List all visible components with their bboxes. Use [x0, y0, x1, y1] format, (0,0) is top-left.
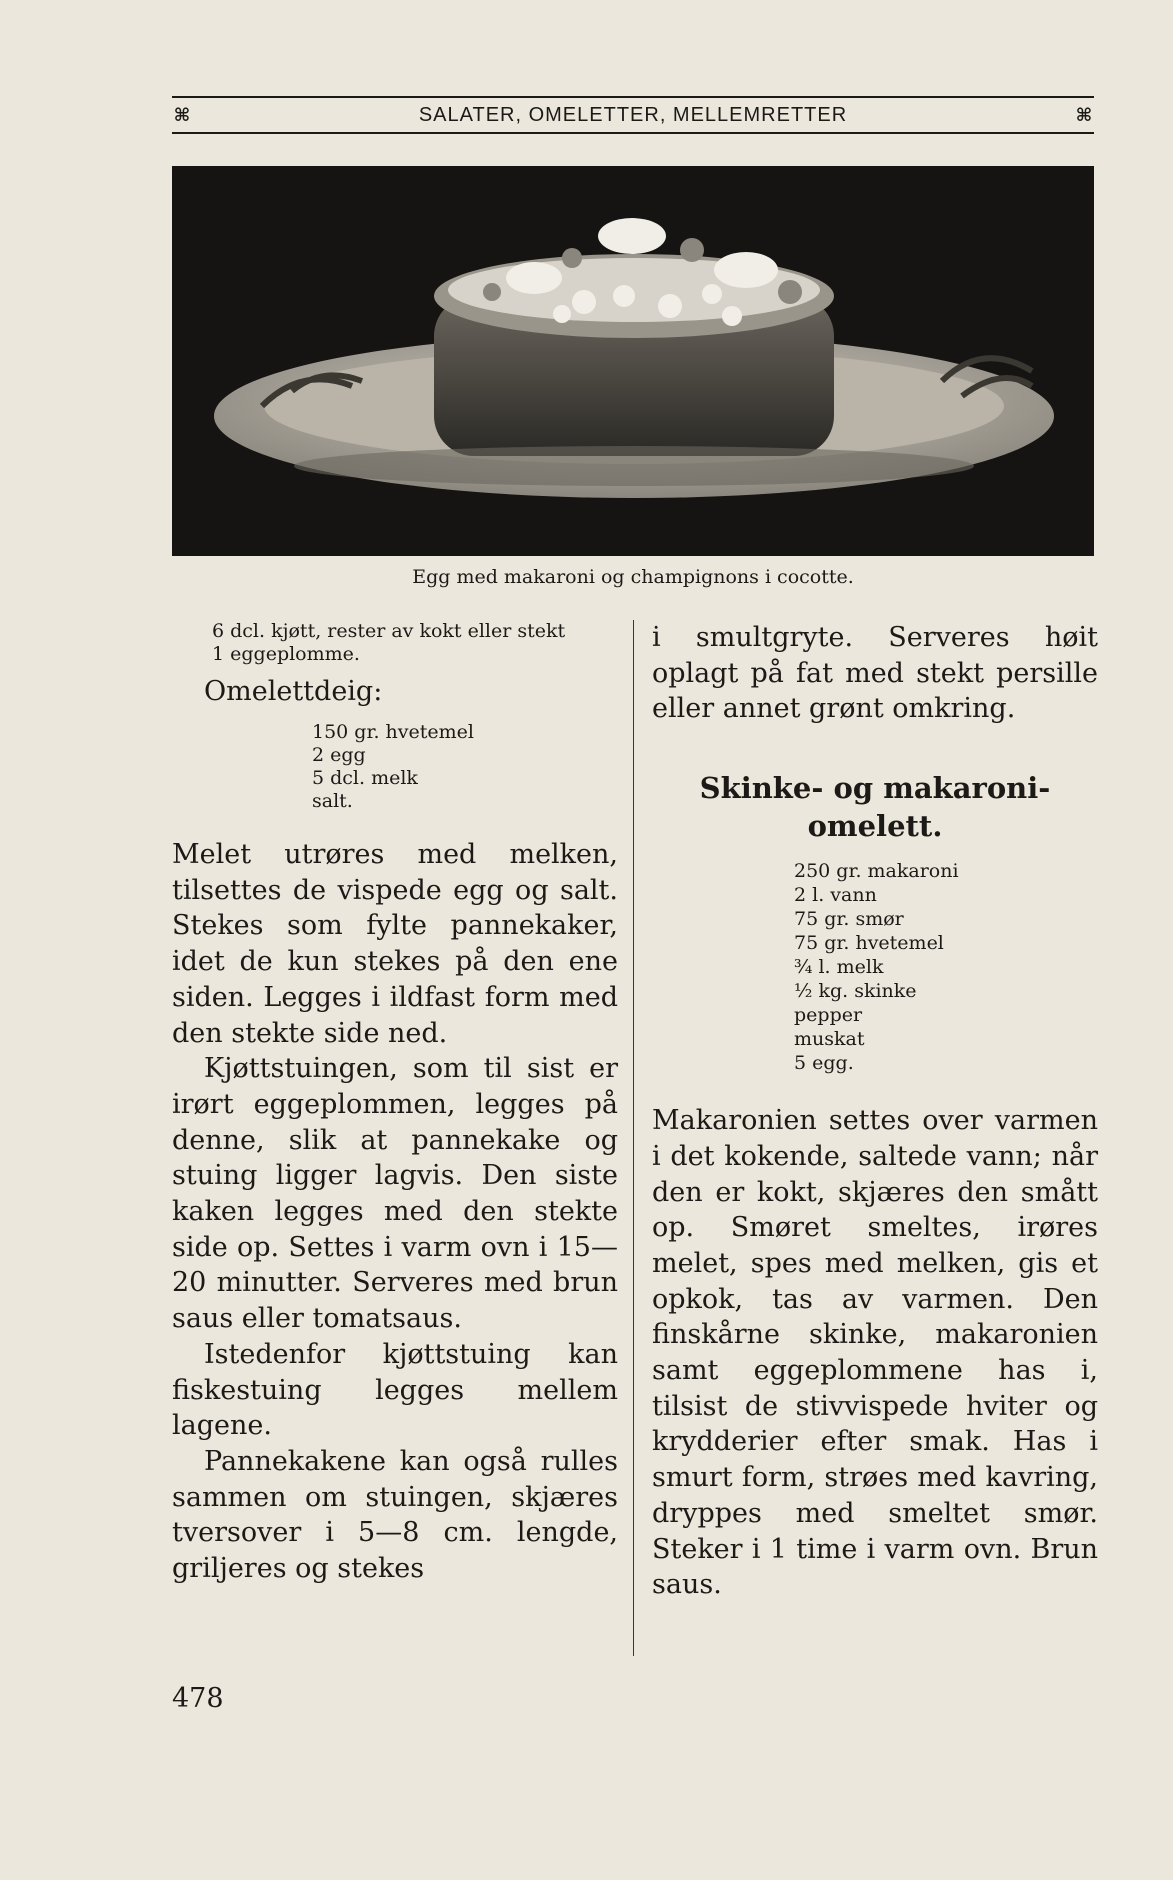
ingredient-line: salt. [312, 790, 353, 812]
dish-photo [172, 166, 1094, 556]
body-paragraph: Kjøttstuingen, som til sist er irørt eggeplommen, legges på denne, slik at pannekake og stuing ligger lagvis. Den siste kaken legges med den stekte side op. Settes i varm ovn i 15—20 minutter. Serveres med brun saus eller tomatsaus. [172, 1053, 618, 1335]
running-header-title: SALATER, OMELETTER, MELLEMRETTER [418, 103, 848, 126]
running-header [172, 96, 1094, 134]
ornament-left-icon: ⌘ [173, 104, 191, 126]
ingredient-line: 5 dcl. melk [312, 767, 418, 789]
ingredient-line: 75 gr. smør [794, 908, 904, 931]
ingredient-line: 5 egg. [794, 1052, 854, 1075]
body-paragraph: Makaronien settes over varmen i det kokende, saltede vann; når den er kokt, skjæres den smått op. Smøret smeltes, irøres melet, spes med melken, gis et opkok, tas av varmen. Den finskårne skinke, makaronien samt eggeplommene has i, tilsist de stivvispede hviter og krydderier efter smak. Has i smurt form, strøes med kavring, dryppes med smeltet smør. Steker i 1 time i varm ovn. Brun saus. [652, 1105, 1098, 1601]
ingredient-line: ½ kg. skinke [794, 980, 917, 1003]
ingredient-list-omelett [652, 859, 1098, 1075]
body-paragraph: Pannekakene kan også rulles sammen om stuingen, skjæres tversover i 5—8 cm. lengde, griljeres og stekes [172, 1445, 618, 1585]
body-paragraph: Melet utrøres med melken, tilsettes de vispede egg og salt. Stekes som fylte pannekaker, idet de kun stekes på den ene siden. Legges i ildfast form med den stekte side ned. [172, 839, 618, 1049]
ingredient-line: 150 gr. hvetemel [312, 721, 474, 743]
body-paragraph: Istedenfor kjøttstuing kan fiskestuing legges mellem lagene. [172, 1338, 618, 1442]
left-column [172, 620, 618, 1587]
ingredient-line: 250 gr. makaroni [794, 860, 959, 883]
body-paragraph-continuation: i smultgryte. Serveres høit oplagt på fat med stekt persille eller annet grønt omkring. [652, 622, 1098, 725]
ingredient-list-dough [172, 721, 618, 813]
column-divider [633, 620, 634, 1656]
ingredient-line: 2 egg [312, 744, 366, 766]
page-number: 478 [172, 1683, 224, 1714]
ingredient-list-meat [172, 620, 618, 666]
right-column [652, 620, 1098, 1603]
ingredient-line: ¾ l. melk [794, 956, 884, 979]
ingredient-line: 1 eggeplomme. [212, 643, 360, 665]
figure-caption: Egg med makaroni og champignons i cocotte. [412, 566, 854, 588]
ingredient-line: 2 l. vann [794, 884, 877, 907]
ingredient-line: pepper [794, 1004, 863, 1027]
ornament-right-icon: ⌘ [1075, 104, 1093, 126]
ingredient-line: muskat [794, 1028, 865, 1051]
dish-photo-image [172, 166, 1094, 556]
subheading-omelettdeig: Omelettdeig: [204, 676, 383, 707]
ingredient-line: 6 dcl. kjøtt, rester av kokt eller stekt [212, 620, 566, 642]
recipe-title: Skinke- og makaroni-omelett. [699, 771, 1051, 844]
ingredient-line: 75 gr. hvetemel [794, 932, 944, 955]
